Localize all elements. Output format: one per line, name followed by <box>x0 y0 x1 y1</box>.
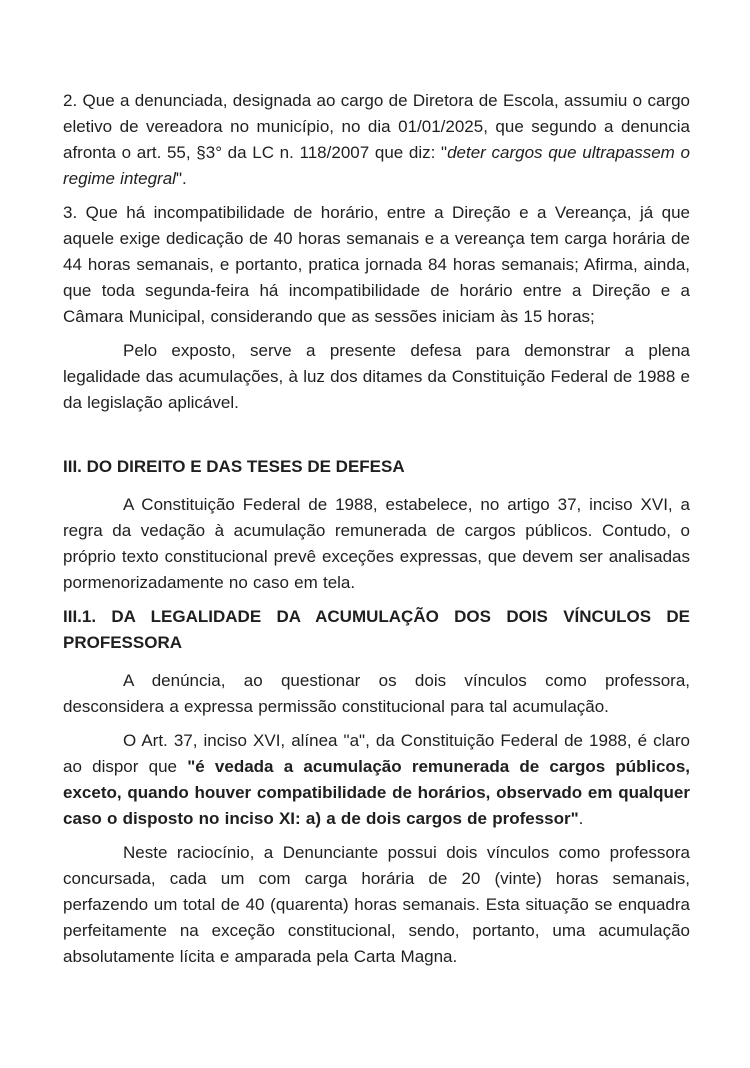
paragraph-text: 2. Que a denunciada, designada ao cargo de Diretora de Escola, assumiu o cargo eletivo de vereadora no município, no dia 01/01/2025, que segundo a denuncia afronta o art. 55, §3° da LC n. 118/2007 que diz: " <box>63 91 690 162</box>
section-heading-iii <box>63 454 690 480</box>
paragraph-denuncia <box>63 668 690 720</box>
paragraph-text: A Constituição Federal de 1988, estabelece, no artigo 37, inciso XVI, a regra da vedação à acumulação remunerada de cargos públicos. Contudo, o próprio texto constitucional prevê exceções expressas, que devem ser analisadas pormenorizadamente no caso em tela. <box>63 495 690 592</box>
paragraph-item-2 <box>63 88 690 192</box>
quoted-law-text-italic: deter cargos que ultrapassem o regime integral <box>63 143 690 188</box>
paragraph-text: . <box>578 809 584 828</box>
paragraph-item-3 <box>63 200 690 330</box>
paragraph-art-37 <box>63 728 690 832</box>
paragraph-text: ". <box>175 169 187 188</box>
section-title: III. DO DIREITO E DAS TESES DE DEFESA <box>63 457 405 476</box>
section-title-line-1: III.1. DA LEGALIDADE DA ACUMULAÇÃO DOS DOIS VÍNCULOS DE <box>63 607 690 626</box>
paragraph-raciocinio <box>63 840 690 970</box>
section-heading-iii-1 <box>63 604 690 656</box>
paragraph-constituicao <box>63 492 690 596</box>
quoted-constitution-text-bold: "é vedada a acumulação remunerada de cargos públicos, exceto, quando houver compatibilidade de horários, observado em qualquer caso o disposto no inciso XI: a) a de dois cargos de professor" <box>63 757 690 828</box>
paragraph-pelo-exposto <box>63 338 690 416</box>
paragraph-text: 3. Que há incompatibilidade de horário, entre a Direção e a Vereança, já que aquele exige dedicação de 40 horas semanais e a vereança tem carga horária de 44 horas semanais, e portanto, pratica jornada 84 horas semanais; Afirma, ainda, que toda segunda-feira há incompatibilidade de horário entre a Direção e a Câmara Municipal, considerando que as sessões iniciam às 15 horas; <box>63 203 690 326</box>
paragraph-text: Pelo exposto, serve a presente defesa para demonstrar a plena legalidade das acumulações, à luz dos ditames da Constituição Federal de 1988 e da legislação aplicável. <box>63 341 690 412</box>
paragraph-text: O Art. 37, inciso XVI, alínea "a", da Constituição Federal de 1988, é claro ao dispor que <box>63 731 690 776</box>
paragraph-text: A denúncia, ao questionar os dois vínculos como professora, desconsidera a expressa permissão constitucional para tal acumulação. <box>63 671 690 716</box>
paragraph-text: Neste raciocínio, a Denunciante possui dois vínculos como professora concursada, cada um com carga horária de 20 (vinte) horas semanais, perfazendo um total de 40 (quarenta) horas semanais. Esta situação se enquadra perfeitamente na exceção constitucional, sendo, portanto, uma acumulação absolutamente lícita e amparada pela Carta Magna. <box>63 843 690 966</box>
section-title-line-2: PROFESSORA <box>63 633 183 652</box>
